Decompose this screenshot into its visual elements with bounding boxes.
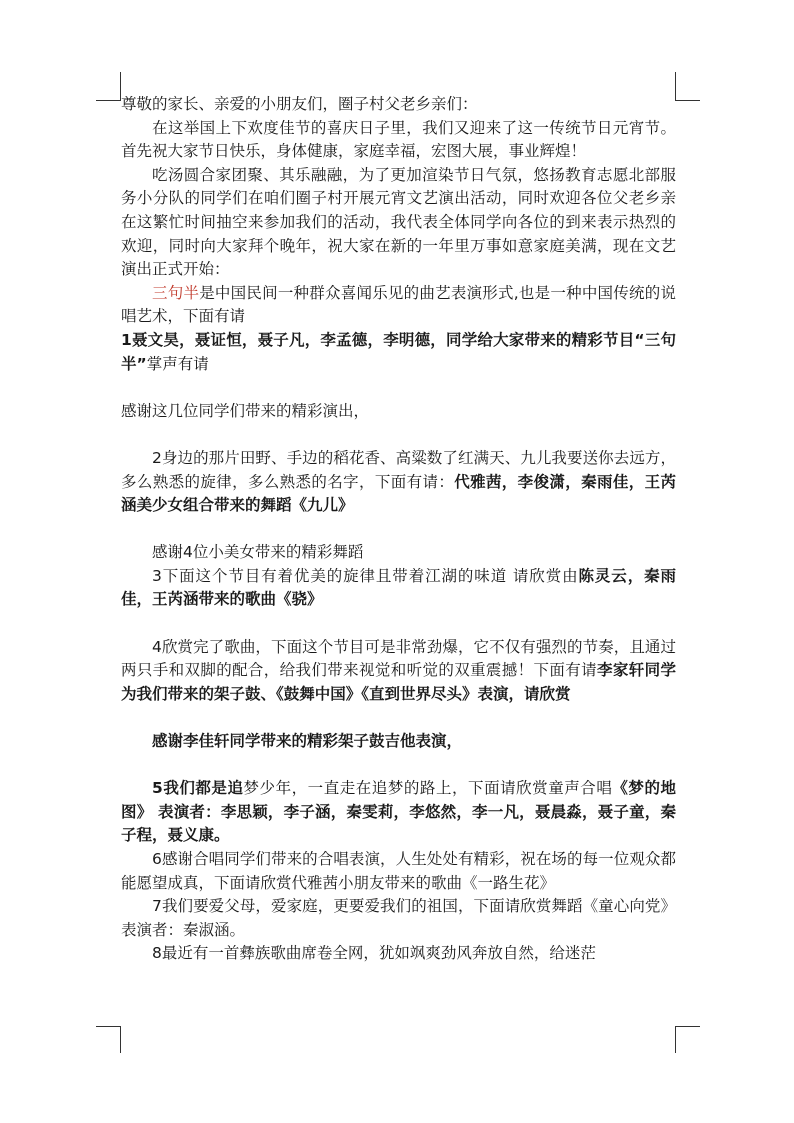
- paragraph-program-7: 7我们要爱父母，爱家庭，更要爱我们的祖国，下面请欣赏舞蹈《童心向党》表演者：秦淑涵。: [121, 897, 676, 939]
- paragraph-program-3: [121, 565, 676, 612]
- paragraph-program-2: [121, 447, 676, 518]
- paragraph-thanks-2: 感谢4位小美女带来的精彩舞蹈: [152, 543, 364, 562]
- program-5-performers: 《梦的地图》 表演者：李思颖，李子涵，秦雯莉，李悠然，李一凡，聂晨淼，聂子童，秦子程，聂义康。: [121, 779, 676, 845]
- program-1-applause: 掌声有请: [146, 354, 209, 373]
- crop-mark-bottom-right: [675, 1026, 700, 1053]
- spacer: [121, 706, 676, 730]
- program-3-intro: 3下面这个节目有着优美的旋律且带着江湖的味道 请欣赏由: [152, 566, 579, 585]
- spacer: [121, 754, 676, 778]
- sanjuban-description: 是中国民间一种群众喜闻乐见的曲艺表演形式,也是一种中国传统的说唱艺术，下面有请: [121, 283, 676, 326]
- paragraph-sanjuban-intro: [121, 282, 676, 329]
- program-3-performers: 陈灵云，秦雨佳，王芮涵带来的歌曲《骁》: [121, 566, 676, 609]
- program-5-lead: 5我们都是追: [152, 779, 244, 798]
- program-4-intro: 4欣赏完了歌曲，下面这个节目可是非常劲爆，它不仅有强烈的节奏，且通过两只手和双脚的配合，给我们带来视觉和听觉的双重震撼！下面有请: [121, 637, 676, 680]
- spacer: [121, 376, 676, 400]
- program-1-performers: 1聂文昊，聂证恒，聂子凡，李孟德，李明德，同学给大家带来的精彩节目“三句半”: [121, 330, 676, 373]
- paragraph-program-4: [121, 636, 676, 707]
- paragraph-thanks-1: 感谢这几位同学们带来的精彩演出，: [121, 401, 370, 420]
- paragraph-program-6: 6感谢合唱同学们带来的合唱表演，人生处处有精彩，祝在场的每一位观众都能愿望成真，下面请欣赏代雅茜小朋友带来的歌曲《一路生花》: [121, 850, 676, 892]
- paragraph-welcome: 吃汤圆合家团聚、其乐融融，为了更加渲染节日气氛，悠扬教育志愿北部服务小分队的同学们在咱们圈子村开展元宵文艺演出活动，同时欢迎各位父老乡亲在这繁忙时间抽空来参加我们的活动，我代表全体同学向各位的到来表示热烈的欢迎，同时向大家拜个晚年，祝大家在新的一年里万事如意家庭美满，现在文艺演出正式开始：: [121, 165, 676, 279]
- program-4-performers: 李家轩同学为我们带来的架子鼓、《鼓舞中国》《直到世界尽头》表演，请欣赏: [121, 661, 676, 703]
- paragraph-program-1: [121, 329, 676, 376]
- crop-mark-bottom-left: [96, 1026, 121, 1053]
- program-2-intro: 2身边的那片田野、手边的稻花香、高粱数了红满天、九儿我要送你去远方，多么熟悉的旋律，多么熟悉的名字，下面有请：: [121, 448, 676, 491]
- program-2-performers: 代雅茜，李俊潇，秦雨佳，王芮涵美少女组合带来的舞蹈《九儿》: [121, 472, 676, 515]
- paragraph-program-5: [121, 777, 676, 848]
- highlight-sanjuban: 三句半: [152, 283, 200, 302]
- paragraph-thanks-4: 感谢李佳轩同学带来的精彩架子鼓吉他表演，: [152, 732, 463, 751]
- crop-mark-top-left: [96, 72, 121, 101]
- program-5-intro: 梦少年，一直走在追梦的路上，下面请欣赏童声合唱: [243, 779, 613, 798]
- spacer: [121, 612, 676, 636]
- spacer: [121, 423, 676, 447]
- paragraph-greeting: 在这举国上下欢度佳节的喜庆日子里，我们又迎来了这一传统节日元宵节。首先祝大家节日快乐，身体健康，家庭幸福，宏图大展，事业辉煌！: [121, 118, 676, 161]
- spacer: [121, 518, 676, 542]
- crop-mark-top-right: [675, 72, 700, 101]
- salutation: 尊敬的家长、亲爱的小朋友们，圈子村父老乡亲们：: [121, 95, 478, 113]
- document-body: [121, 93, 676, 966]
- paragraph-program-8: 8最近有一首彝族歌曲席卷全网，犹如飒爽劲风奔放自然，给迷茫: [152, 944, 596, 963]
